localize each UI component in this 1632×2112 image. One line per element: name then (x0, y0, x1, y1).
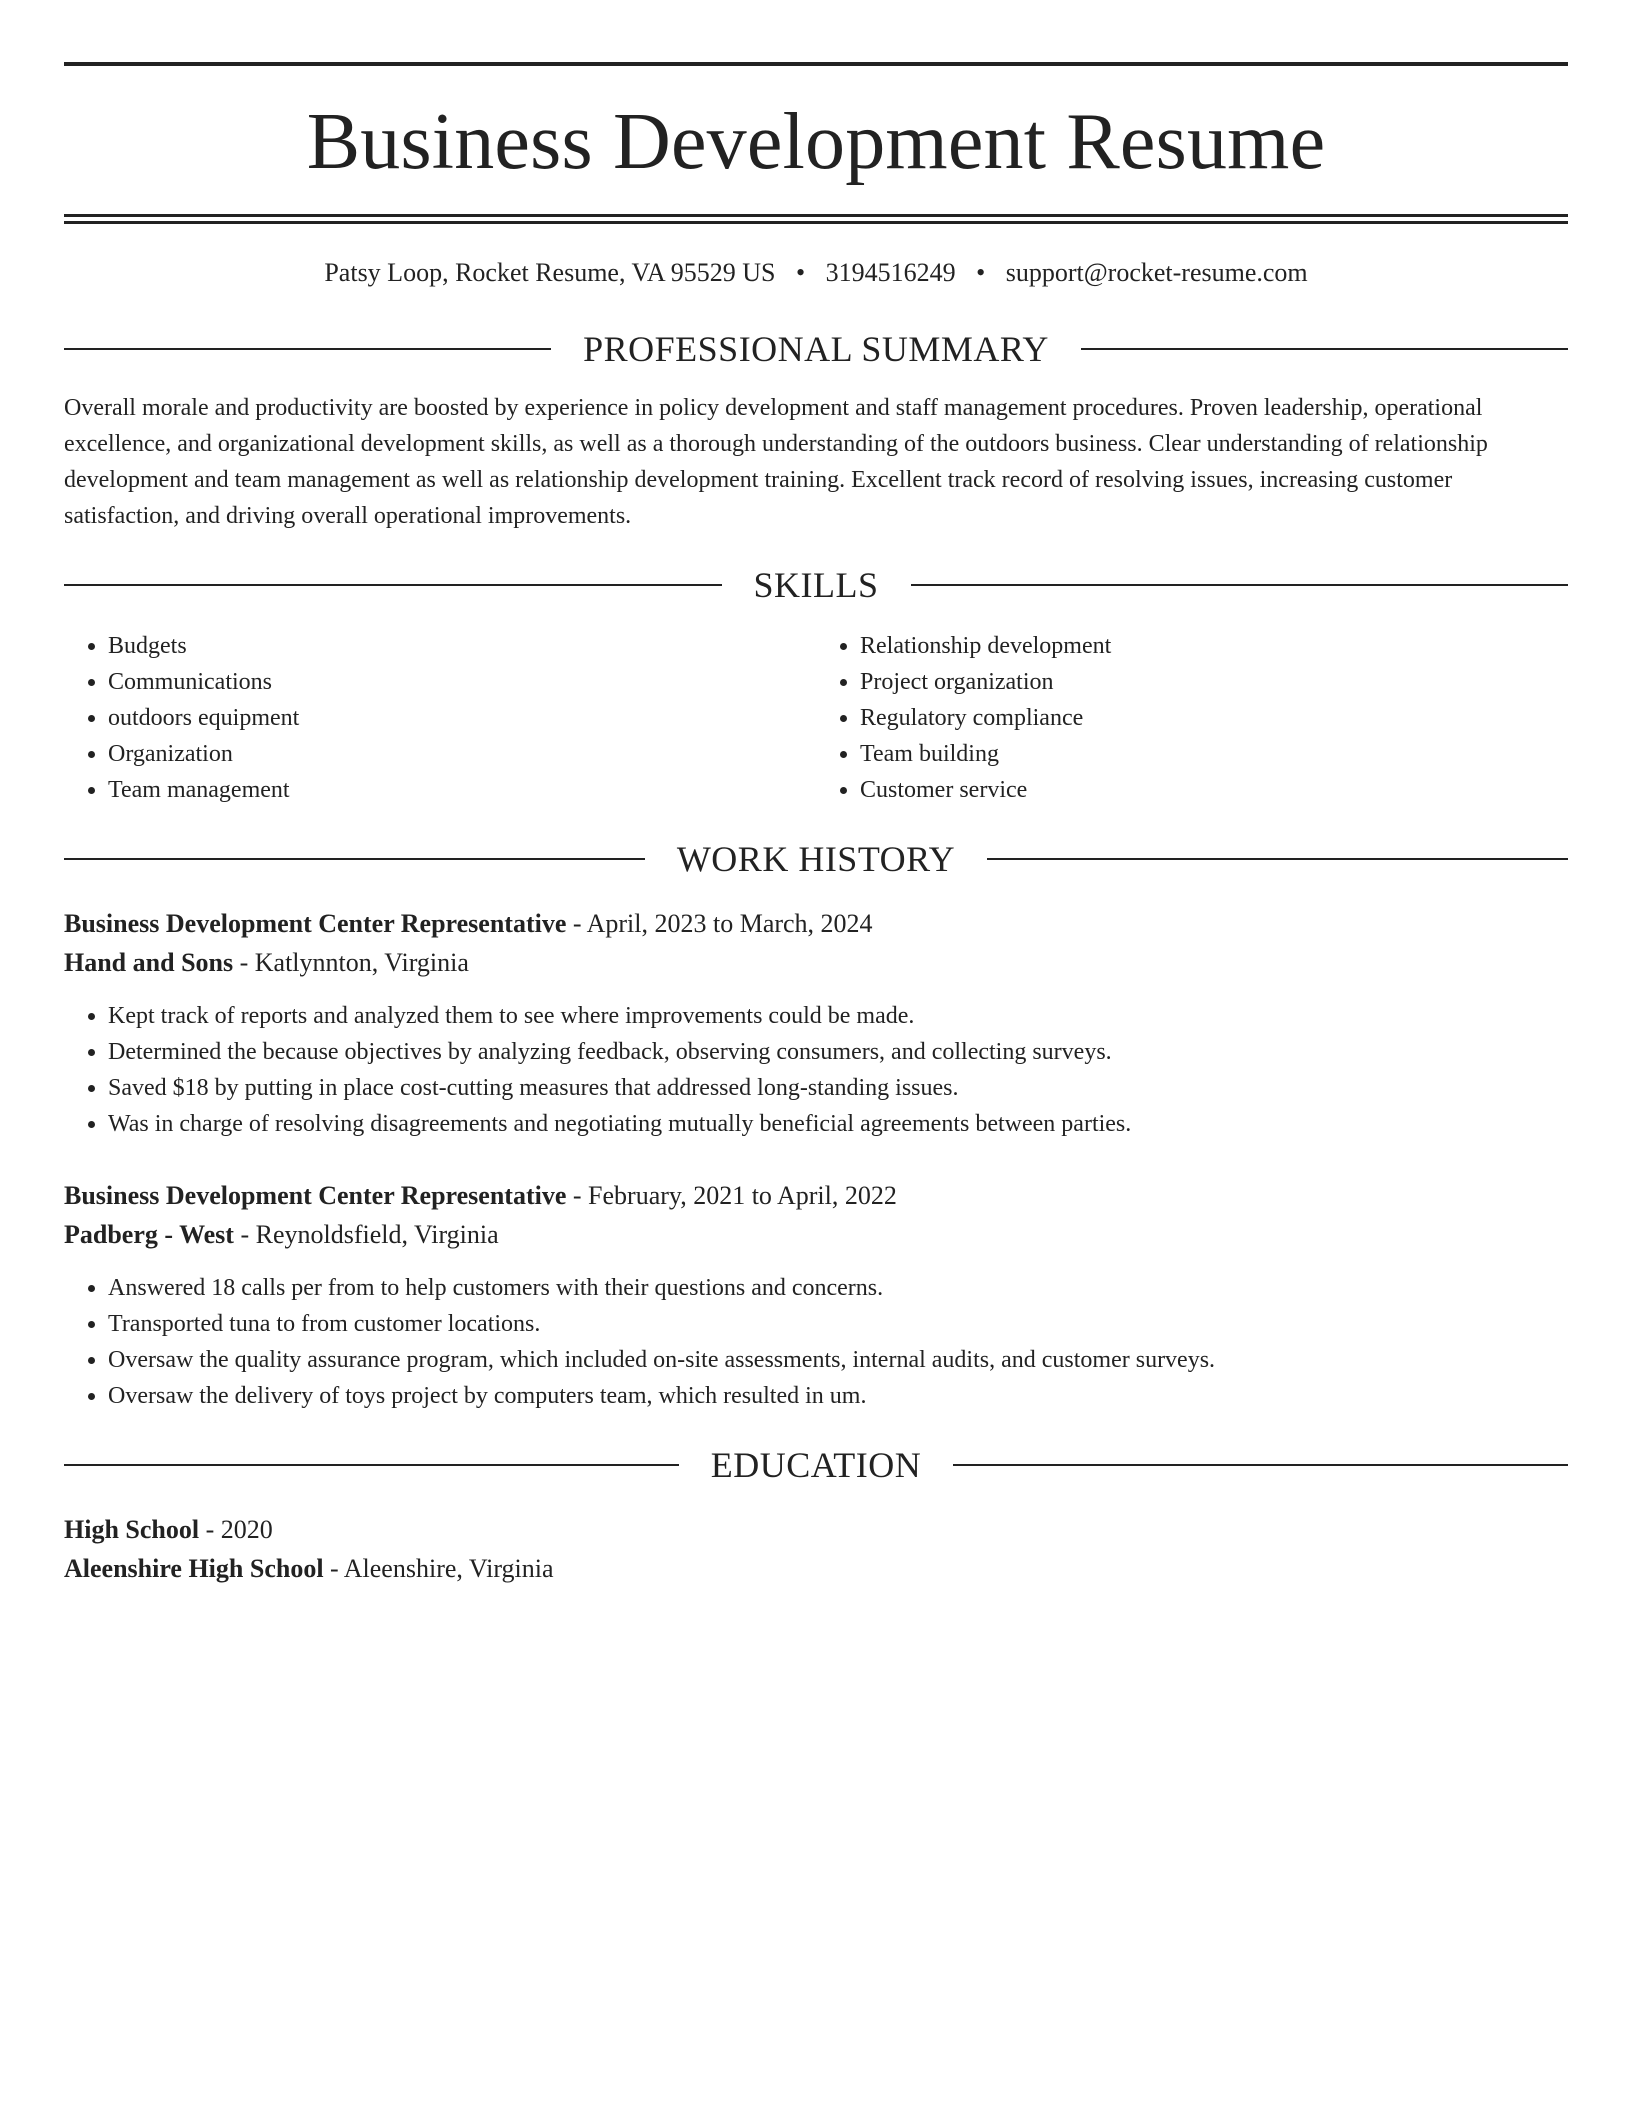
job-title-line (64, 904, 1568, 943)
skill-item: • Regulatory compliance (860, 700, 1568, 736)
contact-line (64, 256, 1568, 290)
skill-item: • Team building (860, 736, 1568, 772)
section-rule-right (987, 858, 1568, 860)
job-bullet: • Answered 18 calls per from to help customers with their questions and concerns. (108, 1270, 1568, 1306)
skills-list-right (816, 628, 1568, 808)
job-location: - Reynoldsfield, Virginia (233, 1220, 499, 1249)
job-location: - Katlynnton, Virginia (233, 948, 469, 977)
job-company-line (64, 1215, 1568, 1254)
section-header-summary (64, 328, 1568, 370)
contact-address: Patsy Loop, Rocket Resume, VA 95529 US (324, 258, 776, 287)
job-bullet: • Kept track of reports and analyzed them to see where improvements could be made. (108, 998, 1568, 1034)
job-company: Hand and Sons (64, 948, 234, 977)
skill-item: • Project organization (860, 664, 1568, 700)
skills-columns (64, 628, 1568, 808)
skill-item: • Team management (108, 772, 816, 808)
skills-list-left (64, 628, 816, 808)
job-bullet: • Saved $18 by putting in place cost-cutting measures that addressed long-standing issues. (108, 1070, 1568, 1106)
section-rule-left (64, 584, 722, 586)
section-title-work: WORK HISTORY (676, 839, 956, 879)
education-school-line (64, 1549, 1568, 1588)
section-title-education: EDUCATION (710, 1445, 922, 1485)
education-year: - 2020 (199, 1515, 273, 1544)
job-bullet: • Oversaw the quality assurance program, which included on-site assessments, internal audits, and customer surveys. (108, 1342, 1568, 1378)
job-entry (64, 1176, 1568, 1414)
contact-separator-bullet: • (976, 258, 986, 287)
job-title-line (64, 1176, 1568, 1215)
education-entry (64, 1510, 1568, 1588)
job-bullets (64, 1270, 1568, 1414)
skill-item: • Relationship development (860, 628, 1568, 664)
section-rule-left (64, 858, 645, 860)
education-location: - Aleenshire, Virginia (323, 1554, 554, 1583)
job-bullet: • Determined the because objectives by analyzing feedback, observing consumers, and collecting surveys. (108, 1034, 1568, 1070)
title-double-rule (64, 214, 1568, 224)
top-rule (64, 62, 1568, 66)
skill-item: • Customer service (860, 772, 1568, 808)
section-rule-left (64, 348, 551, 350)
contact-phone: 3194516249 (825, 258, 956, 287)
section-header-work (64, 838, 1568, 880)
resume-title: Business Development Resume (306, 98, 1326, 186)
job-entry (64, 904, 1568, 1142)
education-degree-line (64, 1510, 1568, 1549)
section-rule-right (953, 1464, 1568, 1466)
job-title: Business Development Center Representative (64, 909, 567, 938)
job-bullet: • Transported tuna to from customer locations. (108, 1306, 1568, 1342)
contact-email: support@rocket-resume.com (1005, 258, 1308, 287)
section-header-education (64, 1444, 1568, 1486)
section-rule-left (64, 1464, 679, 1466)
job-dates: - February, 2021 to April, 2022 (566, 1181, 897, 1210)
section-title-summary: PROFESSIONAL SUMMARY (583, 329, 1049, 369)
education-degree: High School (64, 1515, 200, 1544)
section-header-skills (64, 564, 1568, 606)
job-company: Padberg - West (64, 1220, 234, 1249)
section-rule-right (911, 584, 1569, 586)
job-title: Business Development Center Representative (64, 1181, 567, 1210)
section-rule-right (1081, 348, 1568, 350)
section-title-skills: SKILLS (753, 565, 879, 605)
job-bullet: • Oversaw the delivery of toys project by computers team, which resulted in um. (108, 1378, 1568, 1414)
skill-item: • outdoors equipment (108, 700, 816, 736)
skill-item: • Communications (108, 664, 816, 700)
education-school: Aleenshire High School (64, 1554, 324, 1583)
job-bullet: • Was in charge of resolving disagreements and negotiating mutually beneficial agreements between parties. (108, 1106, 1568, 1142)
job-bullets (64, 998, 1568, 1142)
summary-paragraph: Overall morale and productivity are boosted by experience in policy development and staff management procedures. Proven leadership, operational excellence, and organizational development skills, as well as a thorough understanding of the outdoors business. Clear understanding of relationship development and team management as well as relationship development training. Excellent track record of resolving issues, increasing customer satisfaction, and driving overall operational improvements. (64, 395, 1488, 529)
job-company-line (64, 943, 1568, 982)
skill-item: • Budgets (108, 628, 816, 664)
job-dates: - April, 2023 to March, 2024 (566, 909, 873, 938)
skill-item: • Organization (108, 736, 816, 772)
contact-separator-bullet: • (796, 258, 806, 287)
